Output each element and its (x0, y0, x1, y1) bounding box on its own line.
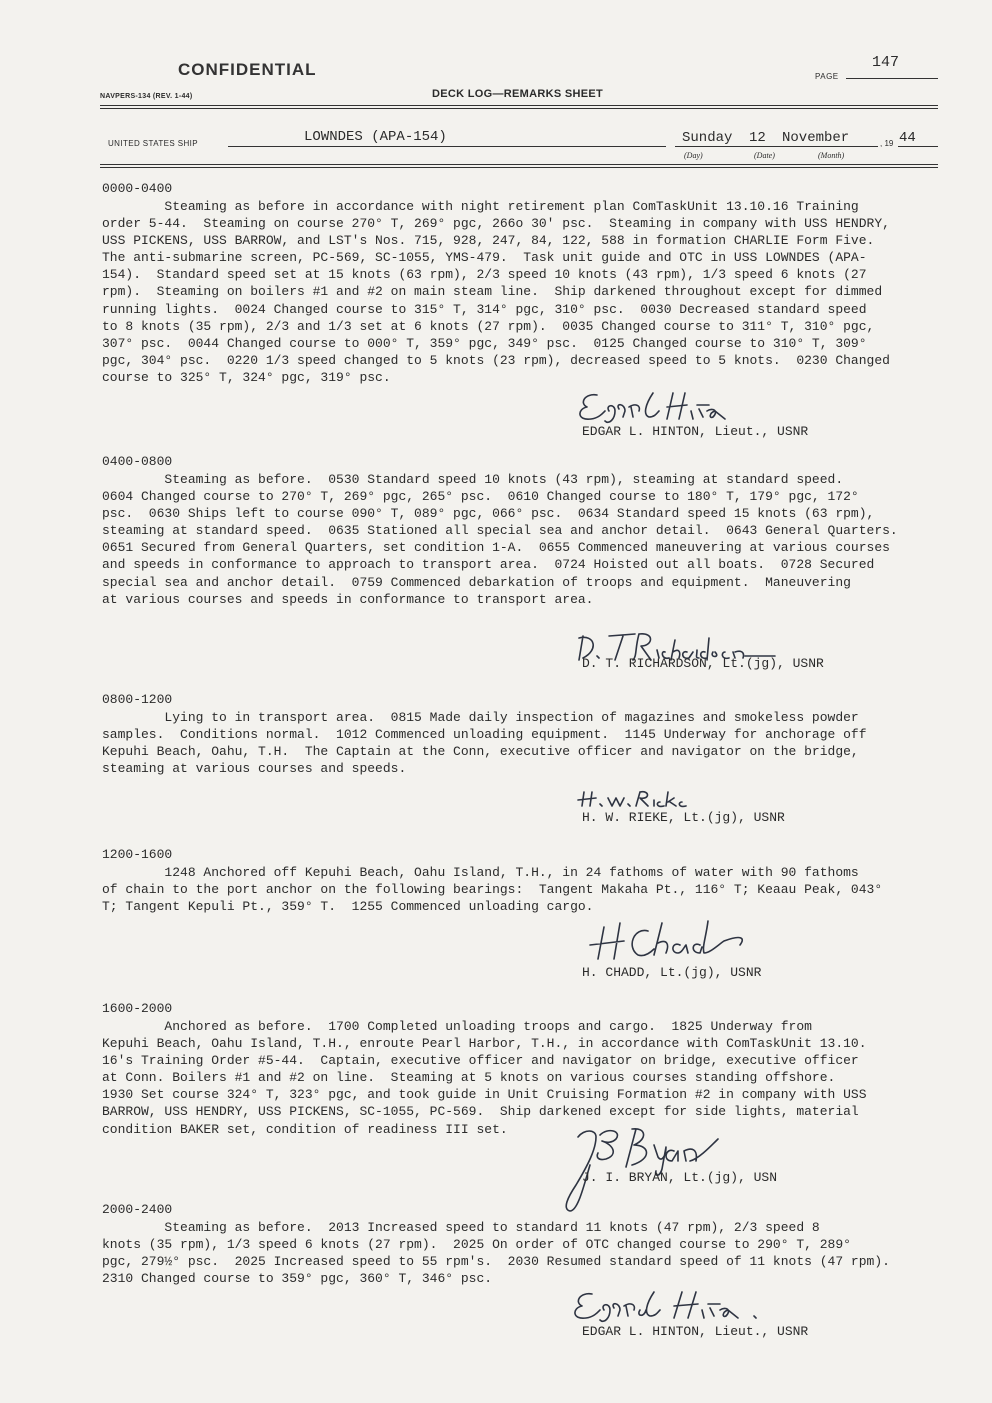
date-line (675, 146, 878, 147)
watch-label: 0800-1200 (102, 692, 173, 707)
watch-remarks: Steaming as before. 2013 Increased speed to standard 11 knots (47 rpm), 2/3 speed 8 knots (35 rpm), 1/3 speed 6 knots (27 rpm). 2025 On order of OTC changed course to 290° T, 289° pgc, 279½° psc. 2025 Increased speed to 55 rpm's. 2030 Resumed standard speed of 11 knots (47 rpm). 2310 Changed course to 359° pgc, 360° T, 346° psc. (102, 1220, 890, 1287)
signature-chadd (590, 917, 760, 963)
signature-rieke (578, 788, 698, 810)
day-caption: (Day) (684, 151, 703, 160)
header-rule (100, 105, 938, 106)
log-month: November (782, 130, 850, 146)
watch-remarks: 1248 Anchored off Kepuhi Beach, Oahu Island, T.H., in 24 fathoms of water with 90 fathoms of chain to the port anchor on the following bearings: Tangent Makaha Pt., 116° T; Keaau Peak, 043° T; Tangent Kepuli Pt., 359° T. 1255 Commenced unloading cargo. (102, 865, 883, 915)
log-date: 12 (749, 130, 766, 146)
signature-hinton (575, 389, 745, 429)
date-caption: (Date) (754, 151, 775, 160)
signature-name: H. CHADD, Lt.(jg), USNR (582, 965, 762, 980)
signature-hinton-2 (570, 1288, 770, 1328)
page-label: PAGE (815, 72, 839, 81)
classification-stamp: CONFIDENTIAL (178, 60, 317, 79)
watch-label: 1600-2000 (102, 1001, 173, 1016)
signature-name: D. T. RICHARDSON, Lt.(jg), USNR (582, 656, 824, 671)
ship-label: UNITED STATES SHIP (108, 139, 199, 148)
header-rule-double (100, 108, 938, 109)
ship-name: LOWNDES (APA-154) (304, 129, 447, 145)
ship-name-line (228, 146, 666, 147)
year-line (898, 146, 938, 147)
watch-label: 2000-2400 (102, 1202, 173, 1217)
header-bottom-rule-double (100, 167, 938, 168)
watch-remarks: Lying to in transport area. 0815 Made daily inspection of magazines and smokeless powder samples. Conditions normal. 1012 Commenced unloading equipment. 1145 Underway for anchorage off Kepuhi Beach, Oahu, T.H. The Captain at the Conn, executive officer and navigator on the bridge, steaming at various courses and speeds. (102, 710, 867, 777)
signature-name: EDGAR L. HINTON, Lieut., USNR (582, 1324, 809, 1339)
watch-remarks: Steaming as before. 0530 Standard speed 10 knots (43 rpm), steaming at standard speed. 0604 Changed course to 270° T, 269° pgc, 265° psc. 0610 Changed course to 180° T, 179° pgc, 172° psc. 0630 Ships left to course 090° T, 089° pgc, 066° psc. 0634 Standard speed 15 knots (63 rpm), steaming at standard speed. 0635 Stationed all special sea and anchor detail. 0643 General Quarters. 0651 Secured from General Quarters, set condition 1-A. 0655 Commenced maneuvering at various courses and speeds in conformance to approach to transport area. 0724 Hoisted out all boats. 0728 Secured special sea and anchor detail. 0759 Commenced debarkation of troops and equipment. Maneuvering at various courses and speeds in conformance to transport area. (102, 472, 898, 607)
year-prefix: , 19 (880, 139, 894, 148)
watch-label: 0400-0800 (102, 454, 173, 469)
watch-remarks: Anchored as before. 1700 Completed unloading troops and cargo. 1825 Underway from Kepuhi Beach, Oahu Island, T.H., enroute Pearl Harbor, T.H., in accordance with ComTaskUnit 13.10. 16's Training Order #5-44. Captain, executive officer and navigator on bridge, executive officer at Conn. Boilers #1 and #2 on line. Steaming at 5 knots on various courses standing offshore. 1930 Set course 324° T, 323° pgc, and took guide in Unit Cruising Formation #2 in company with USS BARROW, USS HENDRY, USS PICKENS, SC-1055, PC-569. Ship darkened except for side lights, material condition BAKER set, condition of readiness III set. (102, 1019, 867, 1137)
signature-name: H. W. RIEKE, Lt.(jg), USNR (582, 810, 785, 825)
watch-remarks: Steaming as before in accordance with night retirement plan ComTaskUnit 13.10.16 Training order 5-44. Steaming on course 270° T, 269° pgc, 266o 30' psc. Steaming in company with USS HENDRY, USS PICKENS, USS BARROW, and LST's Nos. 715, 928, 247, 84, 122, 588 in formation CHARLIE Form Five. The anti-submarine screen, PC-569, SC-1055, YMS-479. Task unit guide and OTC in USS LOWNDES (APA- 154). Standard speed set at 15 knots (63 rpm), 2/3 speed 10 knots (43 rpm), 1/3 speed 6 knots (27 rpm). Steaming on boilers #1 and #2 on main steam line. Ship darkened throughout except for dimmed running lights. 0024 Changed course to 315° T, 314° pgc, 310° psc. 0030 Decreased standard speed to 8 knots (35 rpm), 2/3 and 1/3 set at 6 knots (27 rpm). 0035 Changed course to 311° T, 310° pgc, 307° psc. 0044 Changed course to 000° T, 359° pgc, 349° psc. 0125 Changed course to 310° T, 309° pgc, 304° psc. 0220 1/3 speed changed to 5 knots (23 rpm), decreased speed to 5 knots. 0230 Changed course to 325° T, 324° pgc, 319° psc. (102, 199, 890, 385)
log-day: Sunday (682, 130, 733, 146)
page-number-line (846, 78, 938, 79)
watch-label: 0000-0400 (102, 181, 173, 196)
header-bottom-rule (100, 164, 938, 165)
log-year: 44 (899, 130, 916, 146)
page-number: 147 (872, 54, 900, 71)
signature-name: EDGAR L. HINTON, Lieut., USNR (582, 424, 809, 439)
month-caption: (Month) (818, 151, 845, 160)
page-title: DECK LOG—REMARKS SHEET (432, 88, 603, 100)
signature-name: J. I. BRYAN, Lt.(jg), USN (582, 1170, 778, 1185)
watch-label: 1200-1600 (102, 847, 173, 862)
form-number: NAVPERS-134 (REV. 1-44) (100, 93, 193, 100)
